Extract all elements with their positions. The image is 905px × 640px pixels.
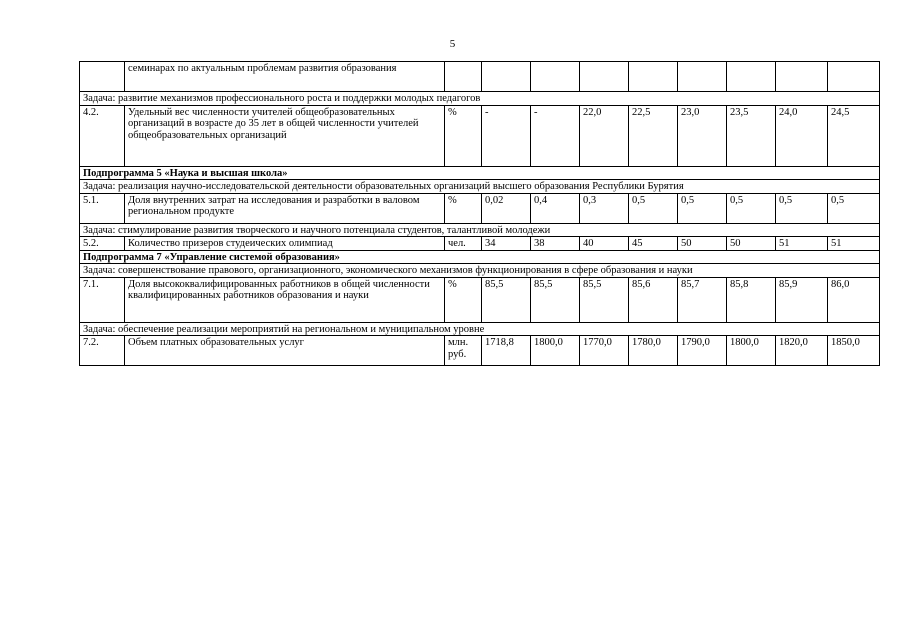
- table-row: [80, 237, 880, 251]
- value-cell: 1850,0: [828, 336, 880, 366]
- task-row: [80, 322, 880, 336]
- unit-cell: чел.: [445, 237, 482, 251]
- value-cell: [678, 62, 727, 92]
- row-number: 7.1.: [80, 277, 125, 322]
- table-row: [80, 193, 880, 223]
- value-cell: [531, 62, 580, 92]
- value-cell: 0,5: [727, 193, 776, 223]
- value-cell: 51: [828, 237, 880, 251]
- value-cell: 1800,0: [727, 336, 776, 366]
- indicator-name: Доля высококвалифицированных работников в общей численности квалифицированных работников образования и науки: [125, 277, 445, 322]
- value-cell: 45: [629, 237, 678, 251]
- task-row: [80, 180, 880, 194]
- unit-cell: млн. руб.: [445, 336, 482, 366]
- value-cell: 0,5: [776, 193, 828, 223]
- value-cell: 85,7: [678, 277, 727, 322]
- value-cell: 50: [678, 237, 727, 251]
- row-number: [80, 62, 125, 92]
- unit-cell: [445, 62, 482, 92]
- task-text: Задача: обеспечение реализации мероприятий на региональном и муниципальном уровне: [80, 322, 880, 336]
- row-number: 5.1.: [80, 193, 125, 223]
- value-cell: 0,5: [678, 193, 727, 223]
- value-cell: 23,5: [727, 105, 776, 166]
- indicator-name: Доля внутренних затрат на исследования и разработки в валовом региональном продукте: [125, 193, 445, 223]
- value-cell: 0,3: [580, 193, 629, 223]
- value-cell: 85,9: [776, 277, 828, 322]
- value-cell: 85,6: [629, 277, 678, 322]
- row-number: 7.2.: [80, 336, 125, 366]
- value-cell: 85,5: [580, 277, 629, 322]
- value-cell: 0,5: [828, 193, 880, 223]
- value-cell: 1800,0: [531, 336, 580, 366]
- task-row: [80, 264, 880, 278]
- task-text: Задача: реализация научно-исследовательской деятельности образовательных организаций высшего образования Республики Бурятия: [80, 180, 880, 194]
- page-number: 5: [449, 38, 456, 50]
- subprogram-title: Подпрограмма 7 «Управление системой образования»: [80, 250, 880, 264]
- row-number: 5.2.: [80, 237, 125, 251]
- task-text: Задача: развитие механизмов профессионального роста и поддержки молодых педагогов: [80, 92, 880, 106]
- value-cell: 38: [531, 237, 580, 251]
- subprogram-row: [80, 166, 880, 180]
- table-row: [80, 105, 880, 166]
- value-cell: 24,5: [828, 105, 880, 166]
- value-cell: 40: [580, 237, 629, 251]
- value-cell: 51: [776, 237, 828, 251]
- value-cell: 22,0: [580, 105, 629, 166]
- value-cell: [776, 62, 828, 92]
- value-cell: 1770,0: [580, 336, 629, 366]
- value-cell: 1718,8: [482, 336, 531, 366]
- indicator-name: Объем платных образовательных услуг: [125, 336, 445, 366]
- table-row: [80, 336, 880, 366]
- value-cell: 24,0: [776, 105, 828, 166]
- table-row: [80, 62, 880, 92]
- value-cell: 0,5: [629, 193, 678, 223]
- unit-cell: %: [445, 277, 482, 322]
- value-cell: 85,5: [531, 277, 580, 322]
- value-cell: [828, 62, 880, 92]
- indicators-table: [79, 61, 880, 366]
- task-text: Задача: совершенствование правового, организационного, экономического механизмов функционирования в сфере образования и науки: [80, 264, 880, 278]
- value-cell: 0,02: [482, 193, 531, 223]
- value-cell: 0,4: [531, 193, 580, 223]
- value-cell: -: [531, 105, 580, 166]
- indicator-name: Количество призеров студеических олимпиад: [125, 237, 445, 251]
- value-cell: 1820,0: [776, 336, 828, 366]
- value-cell: 1790,0: [678, 336, 727, 366]
- value-cell: 86,0: [828, 277, 880, 322]
- value-cell: [727, 62, 776, 92]
- value-cell: 85,5: [482, 277, 531, 322]
- value-cell: 23,0: [678, 105, 727, 166]
- unit-cell: %: [445, 193, 482, 223]
- indicator-name: Удельный вес численности учителей общеобразовательных организаций в возрасте до 35 лет в общей численности учителей общеобразовательных организаций: [125, 105, 445, 166]
- value-cell: [629, 62, 678, 92]
- unit-cell: %: [445, 105, 482, 166]
- indicator-name: семинарах по актуальным проблемам развития образования: [125, 62, 445, 92]
- value-cell: 34: [482, 237, 531, 251]
- table-row: [80, 277, 880, 322]
- value-cell: [482, 62, 531, 92]
- task-row: [80, 223, 880, 237]
- value-cell: 50: [727, 237, 776, 251]
- value-cell: 85,8: [727, 277, 776, 322]
- value-cell: -: [482, 105, 531, 166]
- value-cell: [580, 62, 629, 92]
- task-row: [80, 92, 880, 106]
- value-cell: 22,5: [629, 105, 678, 166]
- value-cell: 1780,0: [629, 336, 678, 366]
- subprogram-title: Подпрограмма 5 «Наука и высшая школа»: [80, 166, 880, 180]
- task-text: Задача: стимулирование развития творческого и научного потенциала студентов, талантливой молодежи: [80, 223, 880, 237]
- row-number: 4.2.: [80, 105, 125, 166]
- subprogram-row: [80, 250, 880, 264]
